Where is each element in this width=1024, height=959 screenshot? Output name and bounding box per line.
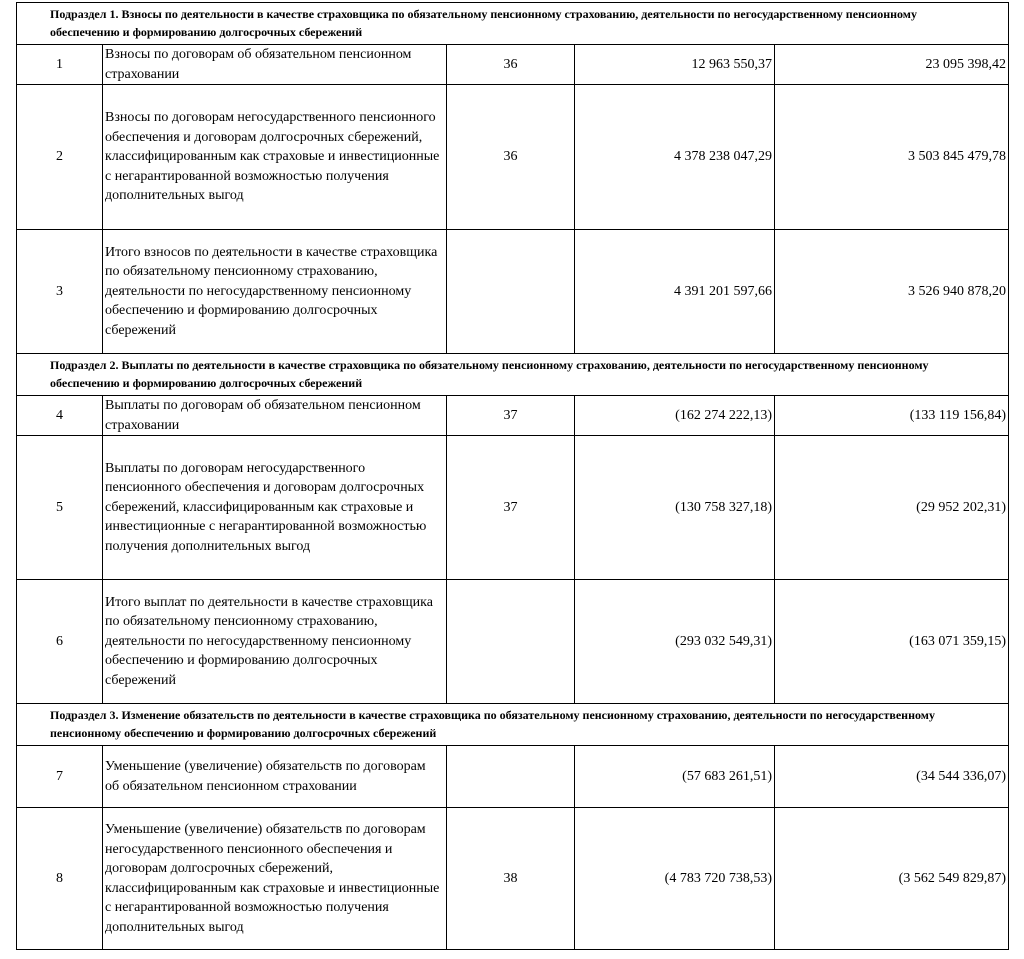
row-description: Взносы по договорам об обязательном пенсионном страховании xyxy=(103,45,447,85)
table-row xyxy=(17,808,1009,950)
section-title: Подраздел 1. Взносы по деятельности в качестве страховщика по обязательному пенсионному страхованию, деятельности по негосударственному пенсионному обеспечению и формированию долгосрочных сбережений xyxy=(17,3,1009,45)
row-value-current: (293 032 549,31) xyxy=(575,580,775,704)
table-row xyxy=(17,396,1009,436)
row-value-previous: 3 526 940 878,20 xyxy=(775,230,1009,354)
row-value-current: 12 963 550,37 xyxy=(575,45,775,85)
row-value-previous: 23 095 398,42 xyxy=(775,45,1009,85)
row-note: 38 xyxy=(447,808,575,950)
row-description: Взносы по договорам негосударственного пенсионного обеспечения и договорам долгосрочных сбережений, классифицированным как страховые и инвестиционные с негарантированной возможностью получения дополнительных выгод xyxy=(103,85,447,230)
row-note: 37 xyxy=(447,396,575,436)
table-row xyxy=(17,45,1009,85)
row-note xyxy=(447,746,575,808)
section-header-row xyxy=(17,3,1009,45)
row-value-current: 4 378 238 047,29 xyxy=(575,85,775,230)
row-number: 3 xyxy=(17,230,103,354)
row-number: 2 xyxy=(17,85,103,230)
section-header-row xyxy=(17,354,1009,396)
row-value-previous: (163 071 359,15) xyxy=(775,580,1009,704)
section-title: Подраздел 2. Выплаты по деятельности в качестве страховщика по обязательному пенсионному страхованию, деятельности по негосударственному пенсионному обеспечению и формированию долгосрочных сбережений xyxy=(17,354,1009,396)
row-number: 5 xyxy=(17,436,103,580)
row-description: Итого взносов по деятельности в качестве страховщика по обязательному пенсионному страхованию, деятельности по негосударственному пенсионному обеспечению и формированию долгосрочных сбережений xyxy=(103,230,447,354)
row-description: Уменьшение (увеличение) обязательств по договорам об обязательном пенсионном страховании xyxy=(103,746,447,808)
section-header-row xyxy=(17,704,1009,746)
row-description: Итого выплат по деятельности в качестве страховщика по обязательному пенсионному страхованию, деятельности по негосударственному пенсионному обеспечению и формированию долгосрочных сбережений xyxy=(103,580,447,704)
row-value-previous: (133 119 156,84) xyxy=(775,396,1009,436)
row-value-previous: (29 952 202,31) xyxy=(775,436,1009,580)
row-note xyxy=(447,230,575,354)
row-value-current: (57 683 261,51) xyxy=(575,746,775,808)
row-note: 37 xyxy=(447,436,575,580)
section-title: Подраздел 3. Изменение обязательств по деятельности в качестве страховщика по обязательному пенсионному страхованию, деятельности по негосударственному пенсионному обеспечению и формированию долгосрочных сбережений xyxy=(17,704,1009,746)
row-description: Выплаты по договорам об обязательном пенсионном страховании xyxy=(103,396,447,436)
row-number: 6 xyxy=(17,580,103,704)
row-number: 4 xyxy=(17,396,103,436)
row-number: 8 xyxy=(17,808,103,950)
row-value-current: (4 783 720 738,53) xyxy=(575,808,775,950)
row-value-previous: (3 562 549 829,87) xyxy=(775,808,1009,950)
row-number: 7 xyxy=(17,746,103,808)
table-row xyxy=(17,436,1009,580)
row-note: 36 xyxy=(447,85,575,230)
row-value-previous: (34 544 336,07) xyxy=(775,746,1009,808)
row-value-current: (130 758 327,18) xyxy=(575,436,775,580)
row-note: 36 xyxy=(447,45,575,85)
row-value-current: (162 274 222,13) xyxy=(575,396,775,436)
table-row xyxy=(17,580,1009,704)
row-value-previous: 3 503 845 479,78 xyxy=(775,85,1009,230)
table-row xyxy=(17,746,1009,808)
row-description: Уменьшение (увеличение) обязательств по договорам негосударственного пенсионного обеспечения и договорам долгосрочных сбережений, классифицированным как страховые и инвестиционные с негарантированной возможностью получения дополнительных выгод xyxy=(103,808,447,950)
row-number: 1 xyxy=(17,45,103,85)
financial-report-table xyxy=(16,2,1009,950)
table-row xyxy=(17,85,1009,230)
row-note xyxy=(447,580,575,704)
table-row xyxy=(17,230,1009,354)
row-description: Выплаты по договорам негосударственного пенсионного обеспечения и договорам долгосрочных сбережений, классифицированным как страховые и инвестиционные с негарантированной возможностью получения дополнительных выгод xyxy=(103,436,447,580)
row-value-current: 4 391 201 597,66 xyxy=(575,230,775,354)
